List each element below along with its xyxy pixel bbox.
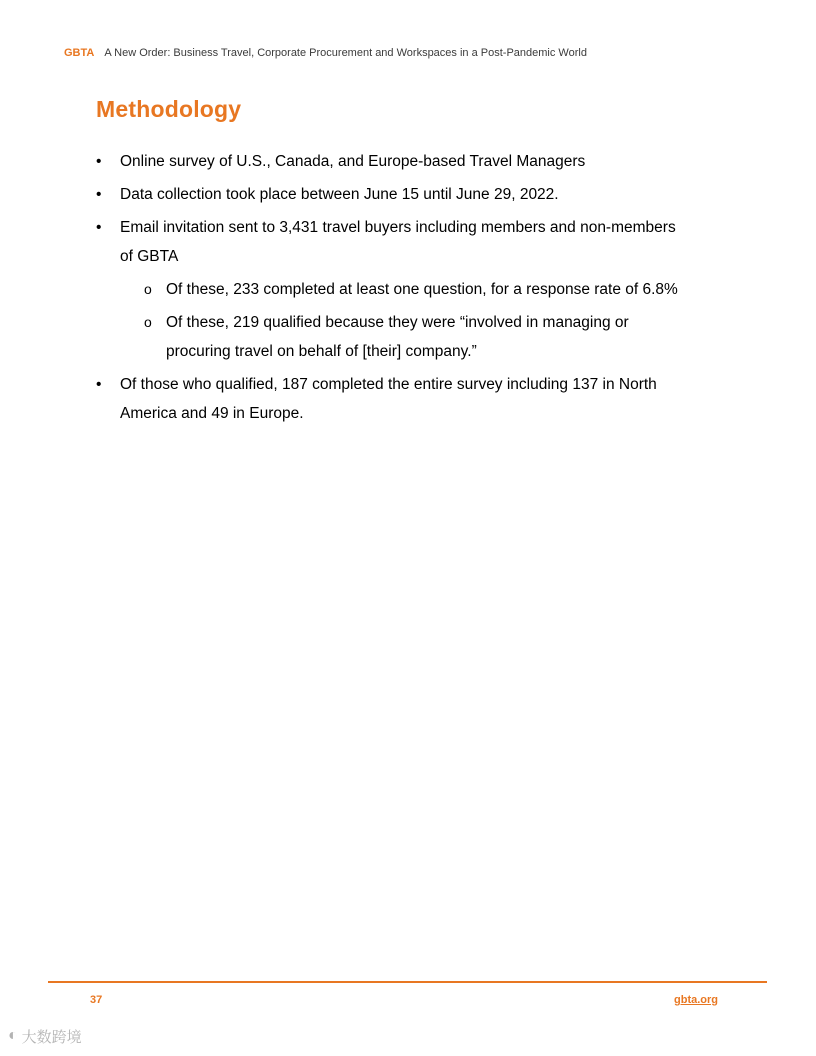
page-title: Methodology — [96, 96, 242, 122]
bullet-icon — [96, 370, 120, 399]
list-item-text: Of these, 219 qualified because they were “involved in managing or procuring travel on behalf of [their] company.” — [166, 314, 629, 360]
content-area — [96, 96, 710, 432]
bullet-icon — [96, 147, 120, 176]
list-item — [96, 147, 686, 176]
bullet-icon — [96, 213, 120, 242]
footer-link[interactable]: gbta.org — [674, 994, 718, 1006]
list-item-text: Of these, 233 completed at least one question, for a response rate of 6.8% — [166, 281, 678, 298]
list-item-text: Online survey of U.S., Canada, and Europe-based Travel Managers — [120, 153, 586, 170]
sub-bullet-icon — [144, 275, 166, 304]
list-item-text: Data collection took place between June 15 until June 29, 2022. — [120, 186, 559, 203]
list-item — [96, 180, 686, 209]
sub-list-item — [144, 275, 686, 304]
bullet-icon — [96, 180, 120, 209]
watermark — [8, 1026, 82, 1047]
page-header — [64, 46, 768, 60]
watermark-text: 大数跨境 — [21, 1029, 82, 1046]
bullet-list — [96, 147, 686, 428]
list-item — [96, 213, 686, 271]
sub-list-item — [144, 308, 686, 366]
watermark-logo-icon: ◐ — [8, 1026, 18, 1044]
list-item — [96, 370, 686, 428]
footer-divider — [48, 981, 767, 983]
list-item-text: Email invitation sent to 3,431 travel buyers including members and non-members of GBTA — [120, 219, 676, 265]
sub-bullet-icon — [144, 308, 166, 337]
header-title: A New Order: Business Travel, Corporate Procurement and Workspaces in a Post-Pandemic World — [104, 47, 587, 59]
page-number: 37 — [90, 994, 103, 1006]
list-item-text: Of those who qualified, 187 completed the entire survey including 137 in North America and 49 in Europe. — [120, 376, 657, 422]
brand-logo: GBTA — [64, 47, 95, 59]
